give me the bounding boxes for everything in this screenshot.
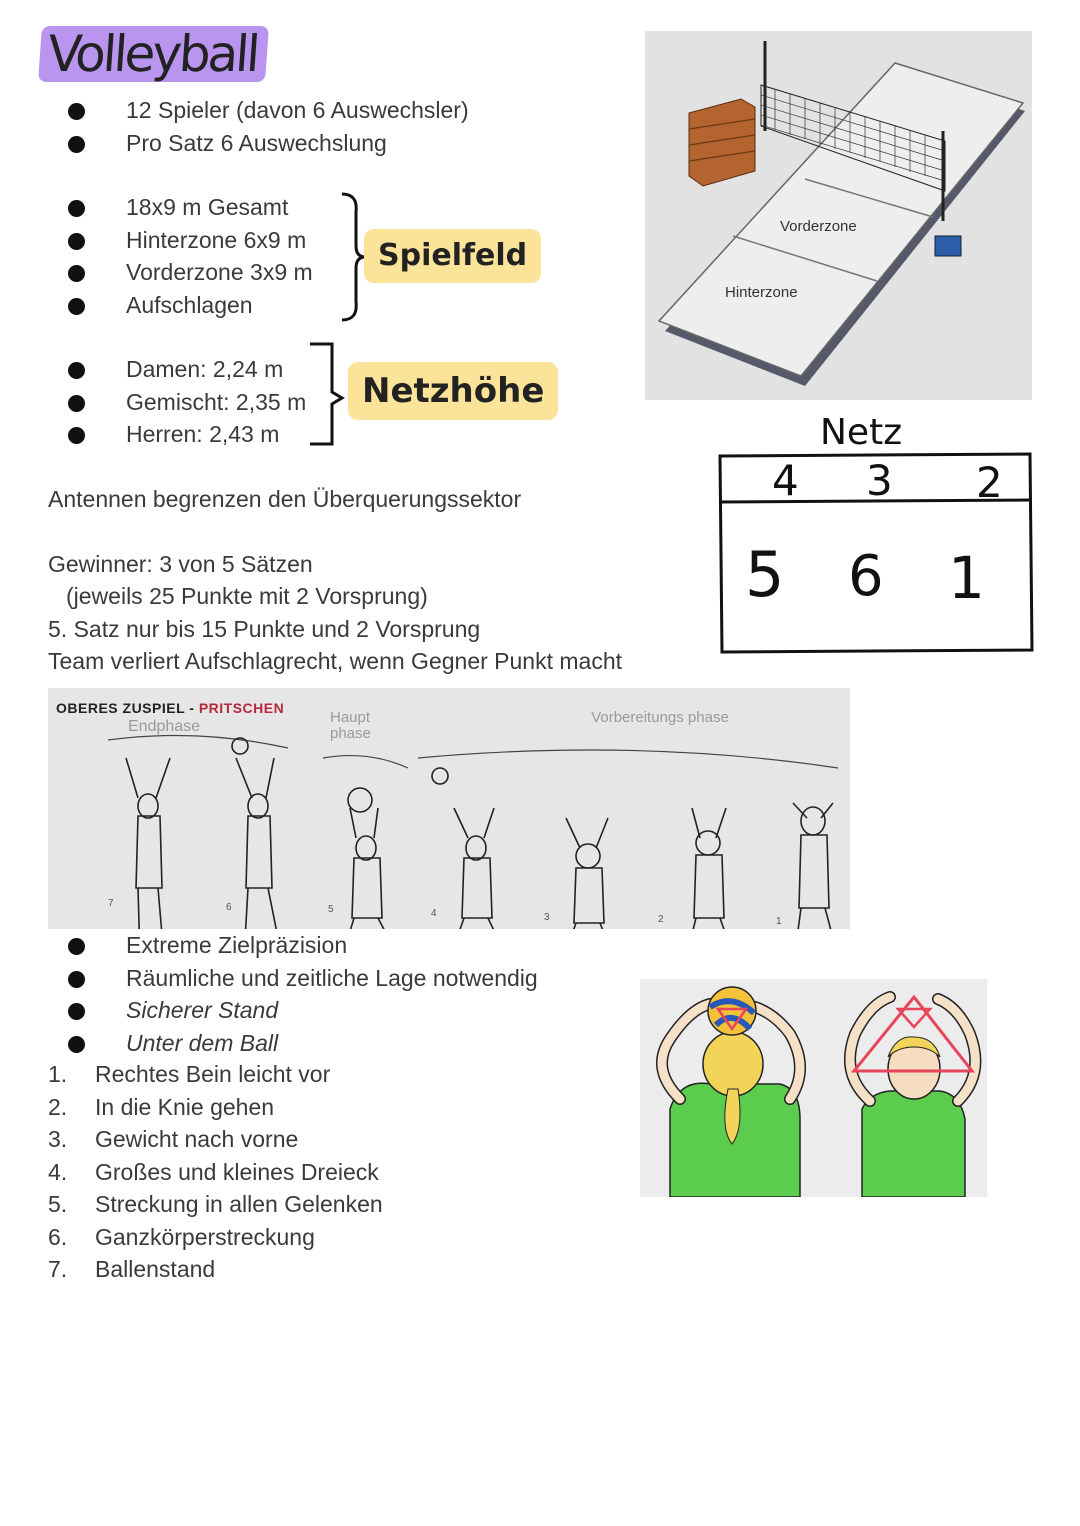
court-image <box>645 31 1032 400</box>
list-item: Hinterzone 6x9 m <box>60 224 313 257</box>
rule-winner: Gewinner: 3 von 5 Sätzen <box>48 551 313 577</box>
rule-serve: Team verliert Aufschlagrecht, wenn Gegner Punkt macht <box>48 648 623 674</box>
phase-end-label: Endphase <box>128 718 201 735</box>
list-item: 2. In die Knie gehen <box>48 1093 275 1120</box>
list-item: Aufschlagen <box>60 289 313 322</box>
list-item: 18x9 m Gesamt <box>60 191 313 224</box>
setting-sequence-image <box>48 688 850 929</box>
vorderzone-label: Vorderzone <box>780 218 857 235</box>
list-item: Herren: 2,43 m <box>60 418 306 451</box>
frame-number: 5 <box>328 904 334 915</box>
frame-number: 4 <box>431 908 437 919</box>
hand-position-image <box>640 979 987 1197</box>
list-item: Extreme Zielpräzision <box>60 929 538 962</box>
hinterzone-label: Hinterzone <box>725 284 798 301</box>
list-item: Pro Satz 6 Auswechslung <box>60 127 469 160</box>
tag-netzhoehe: Netzhöhe <box>348 362 558 420</box>
list-item: Gemischt: 2,35 m <box>60 386 306 419</box>
phase-main-label: Haupt phase <box>330 709 371 742</box>
position-5: 5 <box>745 538 785 611</box>
bullet-list-players <box>60 94 469 159</box>
list-item: Räumliche und zeitliche Lage notwendig <box>60 962 538 995</box>
rule-points: (jeweils 25 Punkte mit 2 Vorsprung) <box>66 583 428 609</box>
positions-net-label: Netz <box>820 412 903 453</box>
bullet-list-technique <box>60 929 538 994</box>
position-4: 4 <box>772 456 799 505</box>
rule-fifth-set: 5. Satz nur bis 15 Punkte und 2 Vorsprung <box>48 616 481 642</box>
position-6: 6 <box>848 544 884 609</box>
frame-number: 1 <box>776 916 782 927</box>
frame-number: 6 <box>226 902 232 913</box>
list-item: 7. Ballenstand <box>48 1256 216 1282</box>
page-title: Volleyball <box>38 26 269 82</box>
bracket-icon <box>306 340 348 448</box>
bullet-list-net-height <box>60 353 306 451</box>
antennen-text: Antennen begrenzen den Überquerungssektor <box>48 486 522 512</box>
position-3: 3 <box>866 456 893 505</box>
list-item: Sicherer Stand <box>60 994 278 1027</box>
phase-prep-label: Vorbereitungs phase <box>591 709 729 726</box>
list-item: Vorderzone 3x9 m <box>60 256 313 289</box>
figures-group <box>126 738 837 929</box>
bullet-list-technique-italic <box>60 994 278 1059</box>
list-item: 3. Gewicht nach vorne <box>48 1126 299 1152</box>
list-item: 12 Spieler (davon 6 Auswechsler) <box>60 94 469 127</box>
position-2: 2 <box>976 458 1003 507</box>
steps-list <box>48 1058 383 1286</box>
frame-number: 3 <box>544 912 550 923</box>
list-item: 1. Rechtes Bein leicht vor <box>48 1061 331 1087</box>
sequence-title-highlight: PRITSCHEN <box>198 700 285 716</box>
list-item: Damen: 2,24 m <box>60 353 306 386</box>
sequence-title: OBERES ZUSPIEL - <box>56 700 199 716</box>
frame-number: 2 <box>658 914 664 925</box>
tag-spielfeld: Spielfeld <box>364 229 541 283</box>
frame-number: 7 <box>108 898 114 909</box>
list-item: Unter dem Ball <box>60 1027 278 1060</box>
position-1: 1 <box>948 544 985 612</box>
list-item: 4. Großes und kleines Dreieck <box>48 1158 379 1185</box>
list-item: 6. Ganzkörperstreckung <box>48 1223 315 1250</box>
brace-icon <box>336 190 366 324</box>
bullet-list-court <box>60 191 313 321</box>
list-item: 5. Streckung in allen Gelenken <box>48 1191 383 1217</box>
